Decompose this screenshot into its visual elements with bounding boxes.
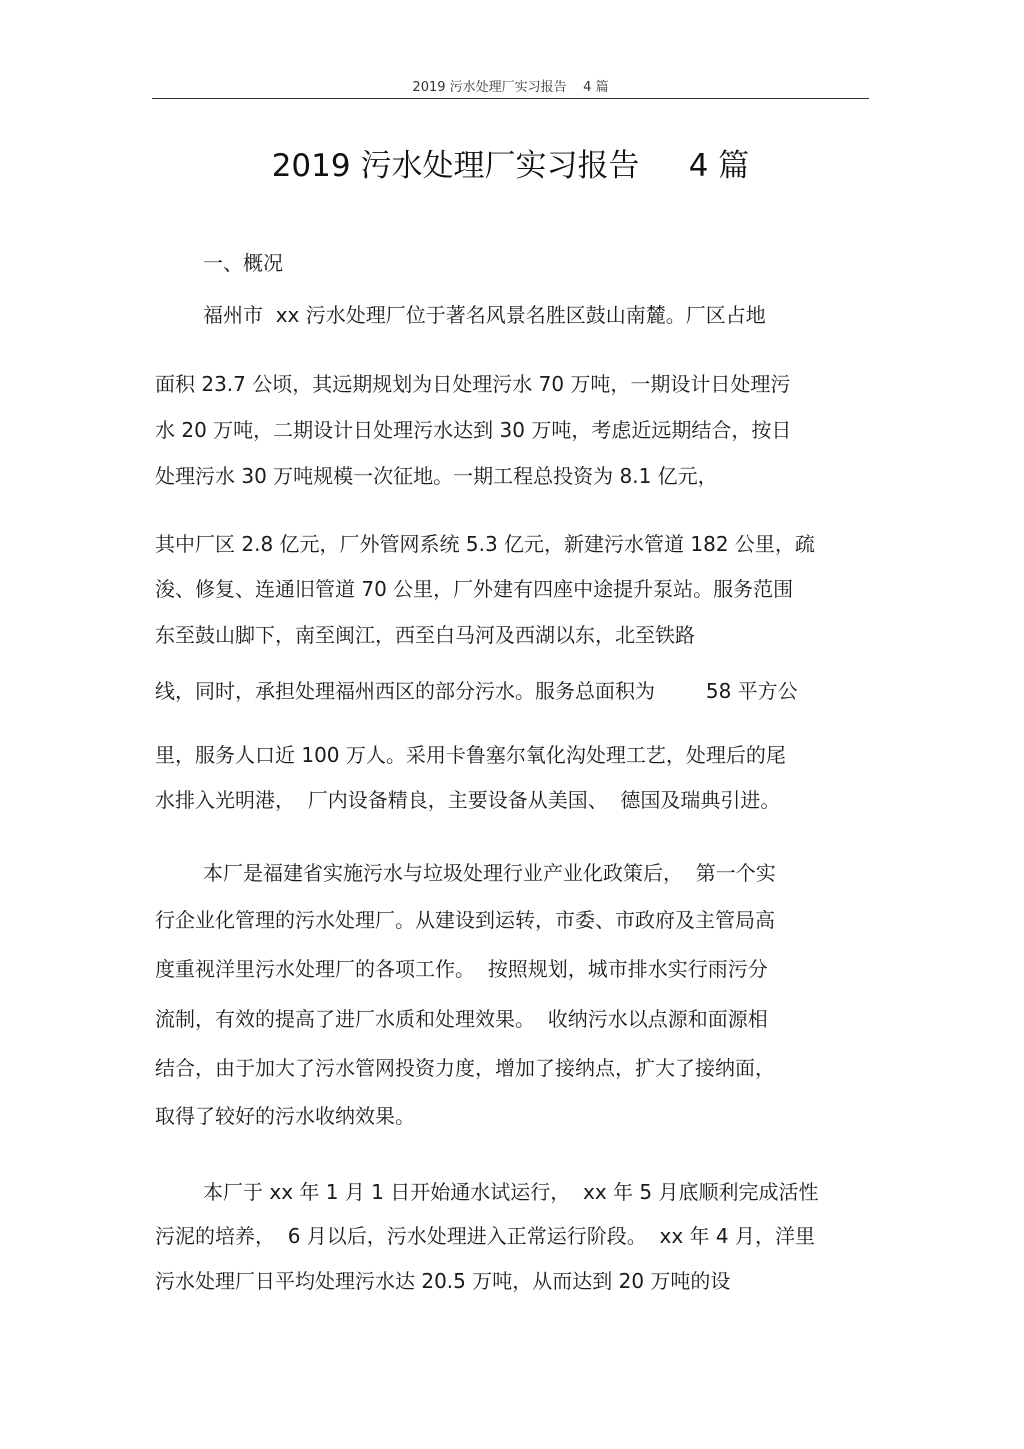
paragraph-line: 水 20 万吨，二期设计日处理污水达到 30 万吨，考虑近远期结合，按日 (155, 418, 792, 442)
section-heading: 一、概况 (203, 251, 283, 275)
paragraph-line: 污泥的培养， 6 月以后，污水处理进入正常运行阶段。 xx 年 4 月，洋里 (155, 1224, 815, 1248)
paragraph-line: 线，同时，承担处理福州西区的部分污水。服务总面积为 58 平方公 (155, 679, 798, 703)
paragraph-line: 福州市 xx 污水处理厂位于著名风景名胜区鼓山南麓。厂区占地 (203, 303, 766, 327)
paragraph-line: 污水处理厂日平均处理污水达 20.5 万吨，从而达到 20 万吨的设 (155, 1269, 731, 1293)
paragraph-line: 处理污水 30 万吨规模一次征地。一期工程总投资为 8.1 亿元， (155, 464, 718, 488)
paragraph-line: 浚、修复、连通旧管道 70 公里，厂外建有四座中途提升泵站。服务范围 (155, 577, 794, 601)
paragraph-line: 里，服务人口近 100 万人。采用卡鲁塞尔氧化沟处理工艺，处理后的尾 (155, 743, 786, 767)
document-title: 2019 污水处理厂实习报告 4 篇 (271, 148, 750, 184)
paragraph-line: 本厂于 xx 年 1 月 1 日开始通水试运行， xx 年 5 月底顺利完成活性 (203, 1180, 819, 1204)
running-header: 2019 污水处理厂实习报告 4 篇 (412, 80, 609, 95)
paragraph-line: 其中厂区 2.8 亿元，厂外管网系统 5.3 亿元，新建污水管道 182 公里，疏 (155, 532, 815, 556)
paragraph-line: 取得了较好的污水收纳效果。 (155, 1104, 415, 1128)
paragraph-line: 行企业化管理的污水处理厂。从建设到运转，市委、市政府及主管局高 (155, 908, 775, 932)
paragraph-line: 流制，有效的提高了进厂水质和处理效果。 收纳污水以点源和面源相 (155, 1007, 768, 1031)
header-divider (152, 98, 869, 99)
paragraph-line: 面积 23.7 公顷，其远期规划为日处理污水 70 万吨，一期设计日处理污 (155, 372, 791, 396)
paragraph-line: 本厂是福建省实施污水与垃圾处理行业产业化政策后， 第一个实 (203, 861, 776, 885)
paragraph-line: 度重视洋里污水处理厂的各项工作。 按照规划，城市排水实行雨污分 (155, 957, 768, 981)
paragraph-line: 东至鼓山脚下，南至闽江，西至白马河及西湖以东，北至铁路 (155, 623, 695, 647)
paragraph-line: 水排入光明港， 厂内设备精良，主要设备从美国、 德国及瑞典引进。 (155, 788, 781, 812)
paragraph-line: 结合，由于加大了污水管网投资力度，增加了接纳点，扩大了接纳面， (155, 1056, 775, 1080)
